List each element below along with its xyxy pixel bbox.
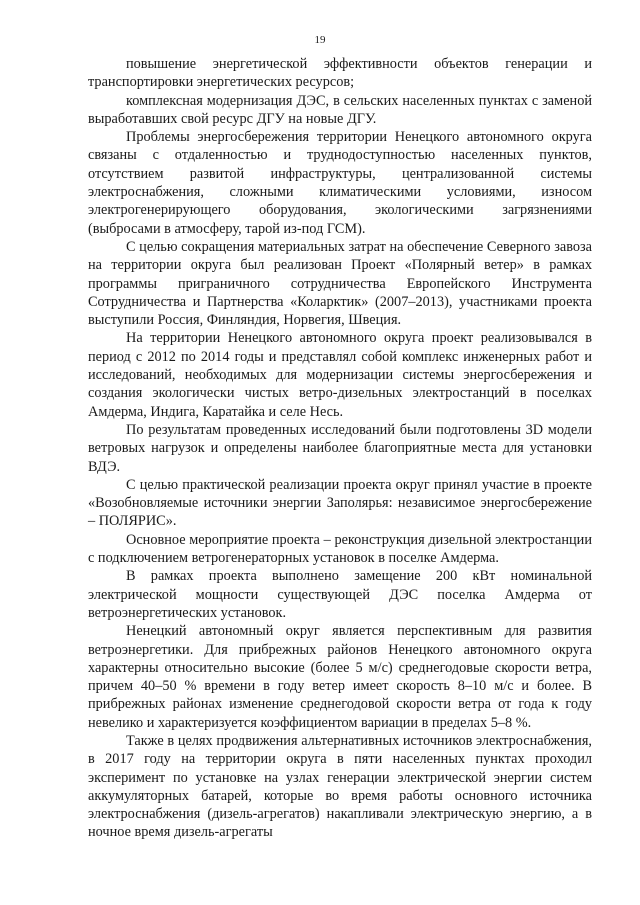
paragraph-main-activity: Основное мероприятие проекта – реконструкция дизельной электростанции с подключением ветрогенераторных установок в поселке Амдерма. [88,531,592,567]
paragraph-replacement: В рамках проекта выполнено замещение 200 кВт номинальной электрической мощности существующей ДЭС поселка Амдерма от ветроэнергетических установок. [88,568,592,621]
paragraph-modernization: комплексная модернизация ДЭС, в сельских населенных пунктах с заменой выработавших свой ресурс ДГУ на новые ДГУ. [88,92,592,127]
paragraph-efficiency: повышение энергетической эффективности объектов генерации и транспортировки энергетических ресурсов; [88,56,592,91]
document-body [88,55,592,842]
paragraph-3d-models: По результатам проведенных исследований были подготовлены 3D модели ветровых нагрузок и определены наиболее благоприятные места для установки ВДЭ. [88,421,592,475]
page-number: 19 [314,34,326,46]
paragraph-polar-wind: С целью сокращения материальных затрат на обеспечение Северного завоза на территории округа был реализован Проект «Полярный ветер» в рамках программы приграничного сотрудничества Европейского Инструмента Сотрудничества и Партнерства «Коларктик» (2007–2013), участниками проекта выступили Россия, Финляндия, Норвегия, Швеция. [88,238,592,329]
paragraph-problems: Проблемы энергосбережения территории Ненецкого автономного округа связаны с отдаленностью и труднодоступностью населенных пунктов, отсутствием развитой инфраструктуры, централизованной системы электроснабжения, сложными климатическими условиями, износом электрогенерирующего оборудования, экологическими загрязнениями (выбросами в атмосферу, тарой из-под ГСМ). [88,129,592,237]
paragraph-polaris: С целью практической реализации проекта округ принял участие в проекте «Возобновляемые источники энергии Заполярья: независимое энергосбережение – ПОЛЯРИС». [88,476,592,530]
paragraph-batteries: Также в целях продвижения альтернативных источников электроснабжения, в 2017 году на территории округа в пяти населенных пунктах проходил эксперимент по установке на узлах генерации электрической энергии систем аккумуляторных батарей, которые во время работы основного источника электроснабжения (дизель-агрегатов) накапливали электрическую энергию, а в ночное время дизель-агрегаты [88,732,592,841]
paragraph-wind-potential: Ненецкий автономный округ является перспективным для развития ветроэнергетики. Для прибрежных районов Ненецкого автономного округа характерны относительно высокие (более 5 м/с) среднегодовые скорости ветра, причем 40–50 % времени в году ветер имеет скорость 8–10 м/с и более. В прибрежных районах изменение среднегодовой скорости ветра от года к году невелико и характеризуется коэффициентом вариации в пределах 5–8 %. [88,623,592,731]
paragraph-implementation: На территории Ненецкого автономного округа проект реализовывался в период с 2012 по 2014 годы и представлял собой комплекс инженерных работ и исследований, необходимых для модернизации системы энергосбережения и создания экологически чистых ветро-дизельных электростанций в поселках Амдерма, Индига, Каратайка и селе Несь. [88,330,592,420]
